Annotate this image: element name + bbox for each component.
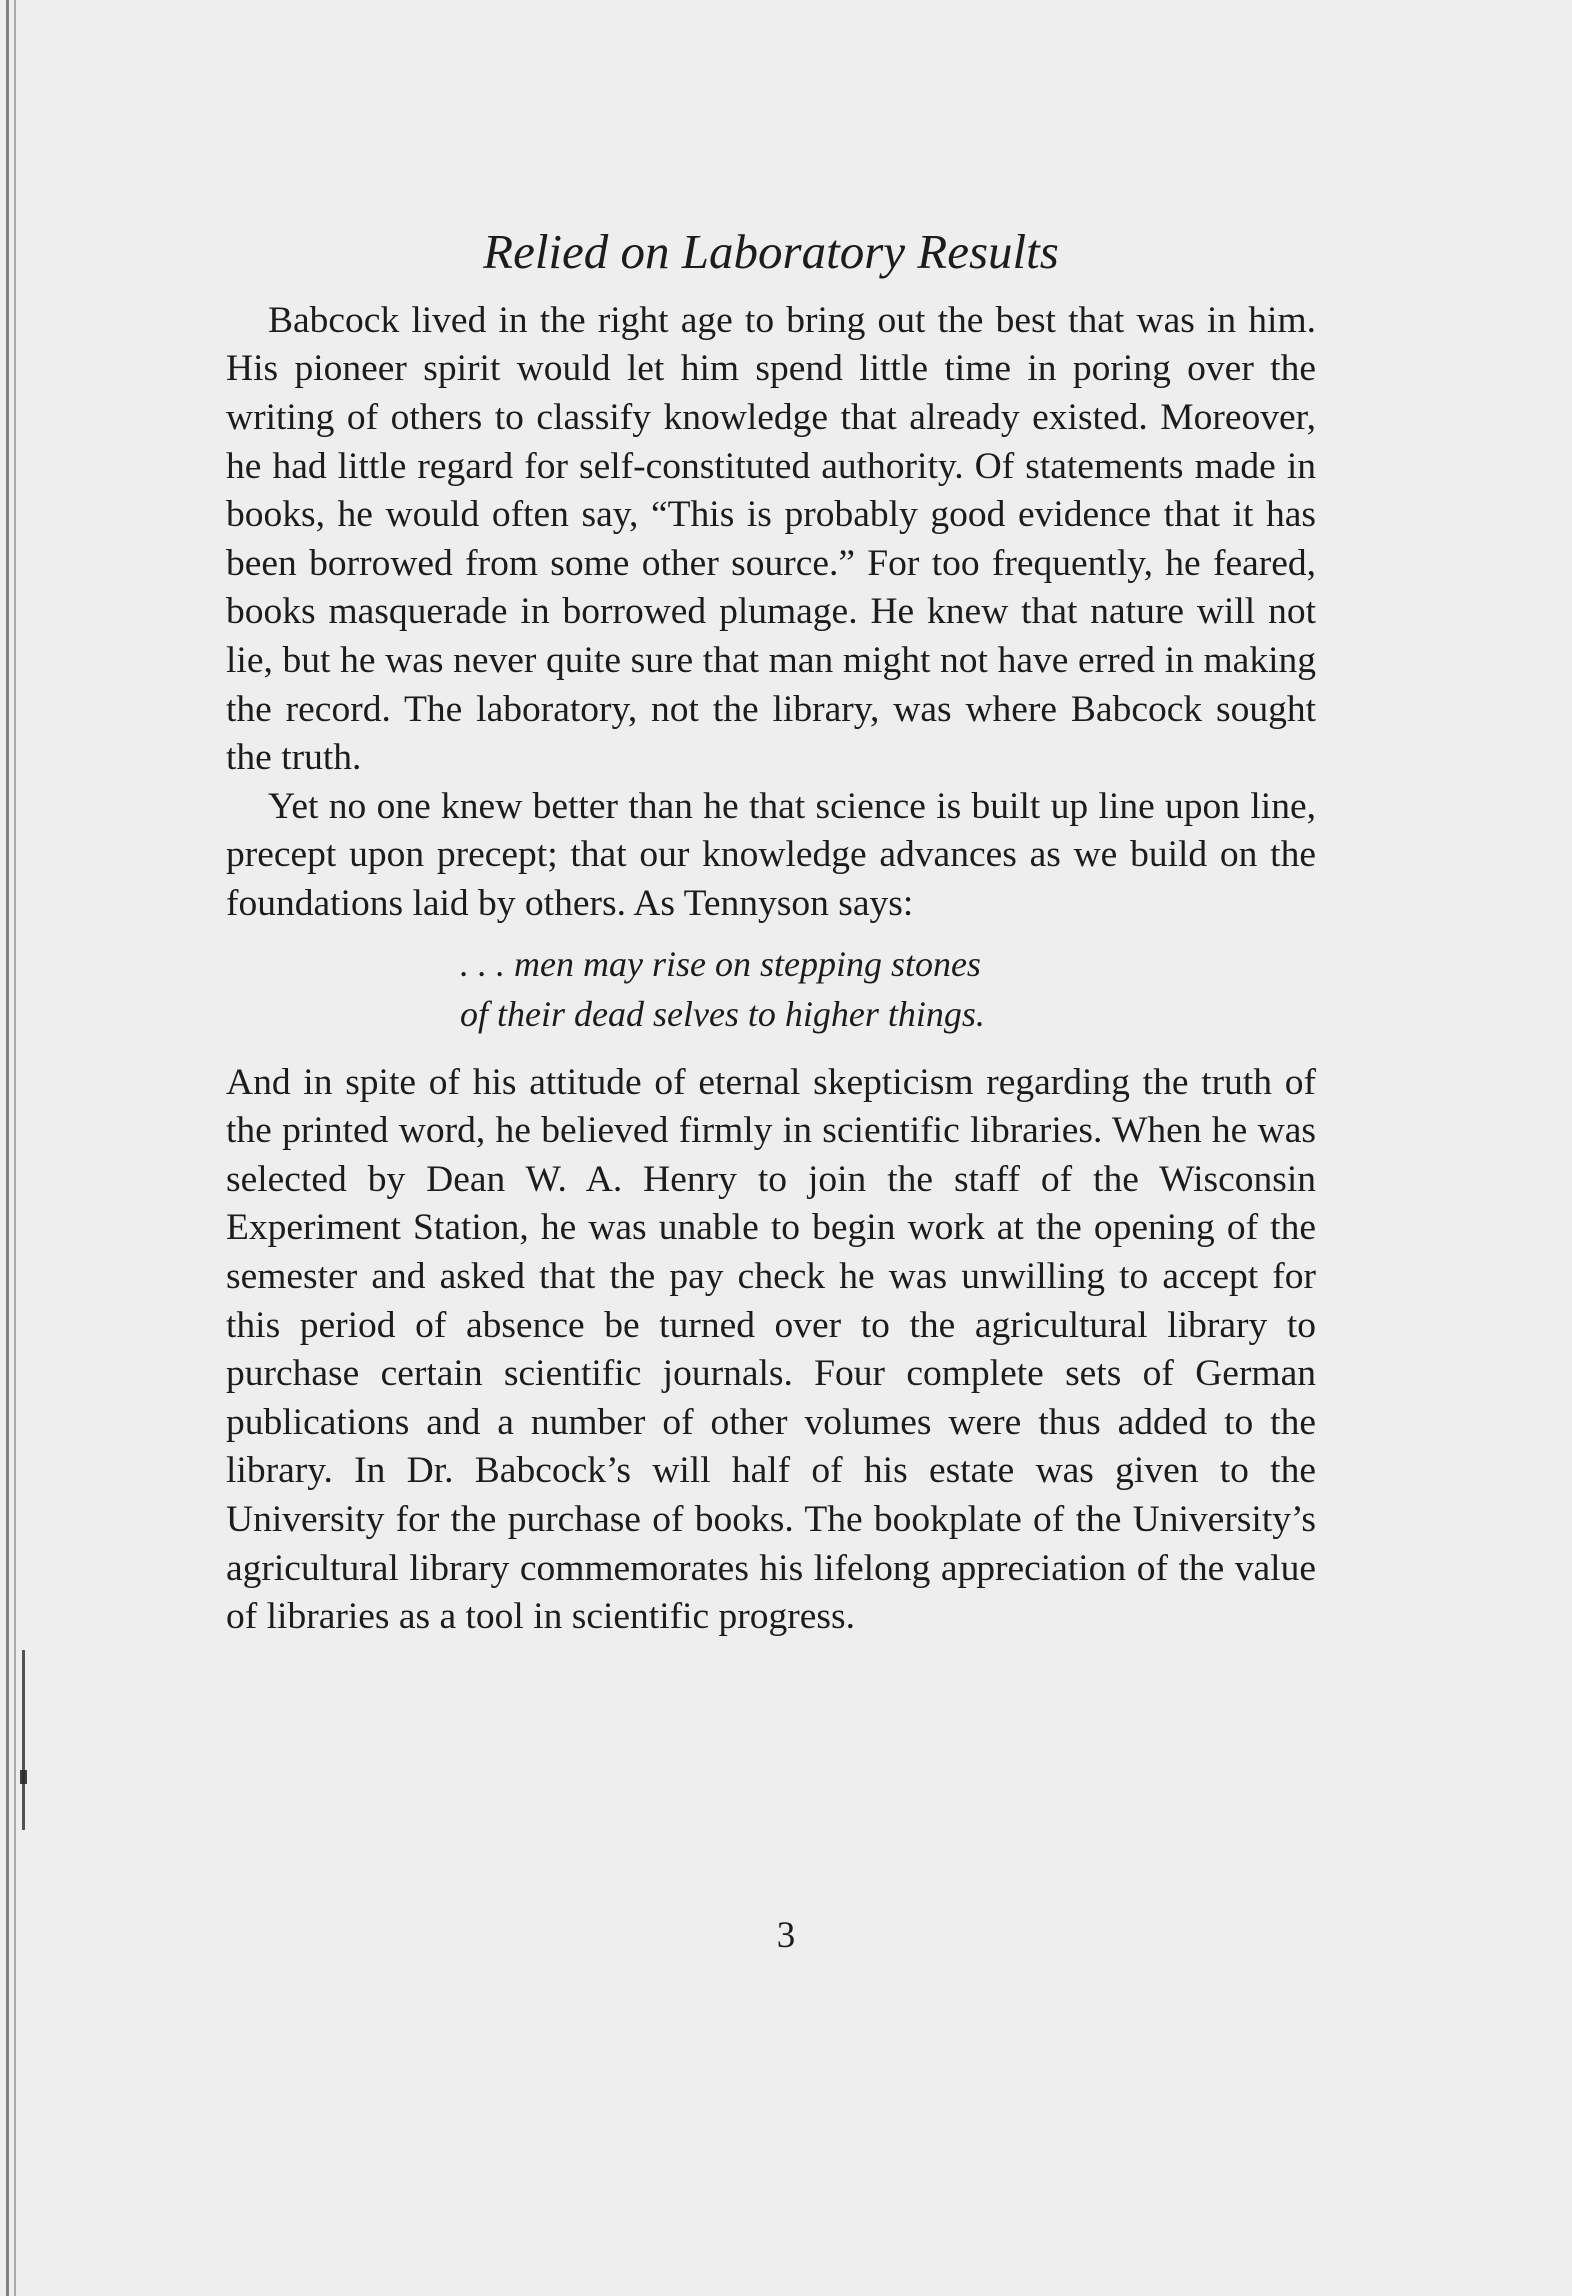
- verse-line-1: . . . men may rise on stepping stones: [460, 943, 981, 984]
- text-block: [226, 225, 1316, 1642]
- page-number: 3: [776, 1915, 796, 1956]
- paragraph-2: Yet no one knew better than he that science is built up line upon line, precept upon precept; that our knowledge advances as we build on the foundations laid by others. As Tennyson says:: [226, 785, 1316, 925]
- paragraph-1: Babcock lived in the right age to bring out the best that was in him. His pioneer spirit would let him spend little time in poring over the writing of others to classify knowledge that already existed. Moreover, he had little regard for self-constituted authority. Of statements made in books, he would often say, “This is probably good evidence that it has been borrowed from some other source.” For too frequently, he feared, books masquerade in borrowed plumage. He knew that nature will not lie, but he was never quite sure that man might not have erred in making the record. The laboratory, not the library, was where Babcock sought the truth.: [226, 299, 1316, 779]
- verse-line-2: of their dead selves to higher things.: [460, 993, 985, 1034]
- section-heading: Relied on Laboratory Results: [483, 224, 1059, 279]
- paragraph-3: And in spite of his attitude of eternal skepticism regarding the truth of the printed word, he believed firmly in scientific libraries. When he was selected by Dean W. A. Henry to join the staff of the Wisconsin Experiment Station, he was unable to begin work at the opening of the semester and asked that the pay check he was unwilling to accept for this period of absence be turned over to the agricultural library to purchase certain scientific journals. Four complete sets of German publications and a number of other volumes were thus added to the library. In Dr. Babcock’s will half of his estate was given to the University for the purchase of books. The bookplate of the University’s agricultural library commemorates his lifelong appreciation of the value of libraries as a tool in scientific progress.: [226, 1061, 1316, 1638]
- verse-quote: [460, 939, 1316, 1039]
